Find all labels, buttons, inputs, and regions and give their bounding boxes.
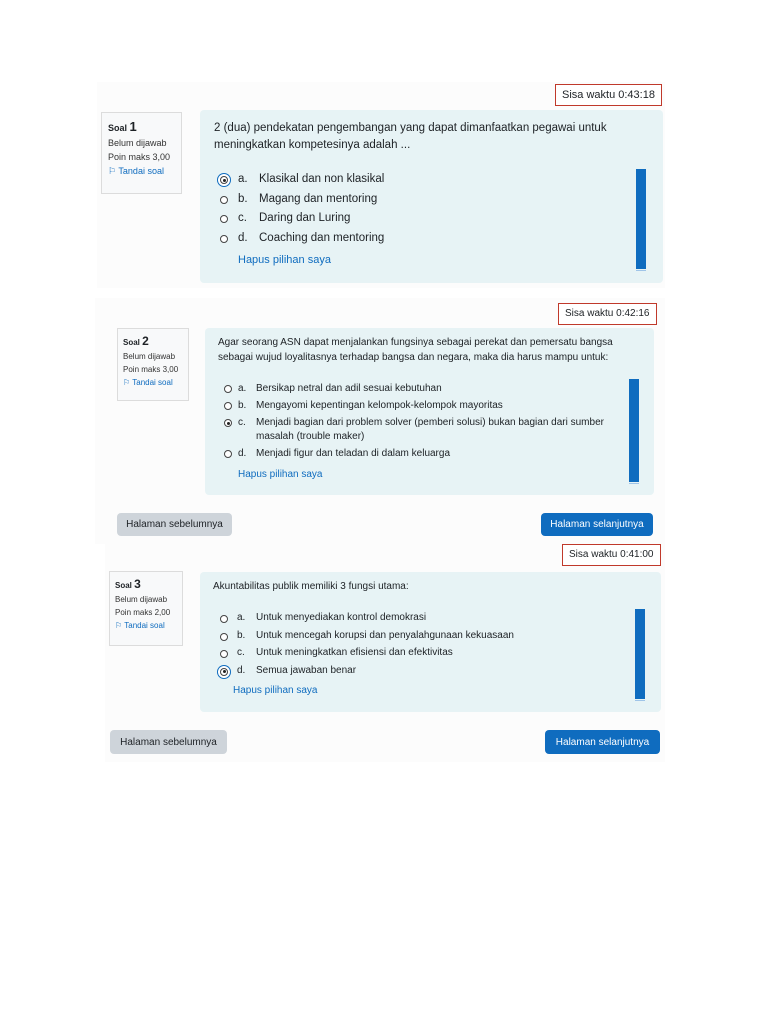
question-1-screenshot (97, 82, 665, 288)
flag-question-link[interactable]: ⚐ Tandai soal (115, 621, 165, 630)
question-info (117, 328, 189, 401)
previous-page-button[interactable]: Halaman sebelumnya (110, 730, 227, 754)
answer-list (220, 612, 620, 682)
radio-button[interactable] (224, 385, 232, 393)
radio-button[interactable] (224, 450, 232, 458)
answer-option-d[interactable]: d. Menjadi figur dan teladan di dalam keluarga (224, 447, 620, 461)
question-text: Agar seorang ASN dapat menjalankan fungsinya sebagai perekat dan pemersatu bangsa sebagai wujud loyalitasnya terhadap bangsa dan negara, maka dia harus mampu untuk: (218, 337, 613, 363)
radio-button[interactable] (224, 402, 232, 410)
flag-question-link[interactable]: ⚐ Tandai soal (108, 166, 164, 176)
question-points: Poin maks 3,00 (108, 152, 171, 162)
radio-button[interactable] (224, 419, 232, 427)
question-number: Soal 3 (115, 577, 141, 591)
radio-button[interactable] (220, 176, 228, 184)
next-page-button[interactable]: Halaman selanjutnya (545, 730, 660, 754)
next-page-button[interactable]: Halaman selanjutnya (541, 513, 653, 536)
scrollbar-thumb[interactable] (636, 169, 646, 269)
answer-option-b[interactable]: b. Mengayomi kepentingan kelompok-kelompok mayoritas (224, 399, 620, 413)
question-content (200, 572, 661, 712)
answer-option-c[interactable]: c. Daring dan Luring (220, 212, 620, 232)
radio-button[interactable] (220, 235, 228, 243)
question-number: Soal 2 (123, 334, 149, 348)
timer: Sisa waktu 0:42:16 (558, 303, 657, 325)
question-text: Akuntabilitas publik memiliki 3 fungsi utama: (213, 581, 409, 592)
radio-button[interactable] (220, 615, 228, 623)
answer-list (224, 382, 620, 461)
clear-choice-link[interactable]: Hapus pilihan saya (238, 469, 323, 480)
question-content (200, 110, 663, 283)
question-points: Poin maks 2,00 (115, 608, 171, 617)
question-info (109, 571, 183, 646)
radio-button[interactable] (220, 215, 228, 223)
flag-icon: ⚐ (108, 166, 117, 176)
clear-choice-link[interactable]: Hapus pilihan saya (238, 254, 331, 266)
question-2-screenshot (95, 298, 665, 544)
question-info (101, 112, 182, 194)
flag-question-link[interactable]: ⚐ Tandai soal (123, 378, 173, 387)
answer-option-b[interactable]: b. Magang dan mentoring (220, 193, 620, 213)
radio-button[interactable] (220, 633, 228, 641)
answer-option-b[interactable]: b. Untuk mencegah korupsi dan penyalahgunaan kekuasaan (220, 630, 620, 648)
answer-option-c[interactable]: c. Menjadi bagian dari problem solver (pemberi solusi) bukan bagian dari sumber masalah (trouble maker) (224, 416, 620, 444)
answer-option-d[interactable]: d. Coaching dan mentoring (220, 232, 620, 252)
radio-button[interactable] (220, 668, 228, 676)
timer: Sisa waktu 0:41:00 (562, 544, 661, 566)
question-content (205, 328, 654, 495)
flag-icon: ⚐ (115, 621, 123, 630)
answer-option-a[interactable]: a. Klasikal dan non klasikal (220, 173, 620, 193)
question-status: Belum dijawab (108, 138, 167, 148)
radio-button[interactable] (220, 196, 228, 204)
question-status: Belum dijawab (115, 595, 168, 604)
question-number: Soal 1 (108, 119, 137, 134)
answer-option-a[interactable]: a. Bersikap netral dan adil sesuai kebutuhan (224, 382, 620, 396)
answer-option-c[interactable]: c. Untuk meningkatkan efisiensi dan efektivitas (220, 647, 620, 665)
answer-option-a[interactable]: a. Untuk menyediakan kontrol demokrasi (220, 612, 620, 630)
question-3-screenshot (105, 544, 665, 762)
answer-option-d[interactable]: d. Semua jawaban benar (220, 665, 620, 683)
question-status: Belum dijawab (123, 352, 176, 361)
question-points: Poin maks 3,00 (123, 365, 179, 374)
answer-list (220, 173, 620, 251)
previous-page-button[interactable]: Halaman sebelumnya (117, 513, 232, 536)
scrollbar-thumb[interactable] (635, 609, 645, 699)
question-text: 2 (dua) pendekatan pengembangan yang dapat dimanfaatkan pegawai untuk meningkatkan kompetesinya adalah ... (214, 122, 607, 151)
radio-button[interactable] (220, 650, 228, 658)
timer: Sisa waktu 0:43:18 (555, 84, 662, 106)
clear-choice-link[interactable]: Hapus pilihan saya (233, 685, 318, 696)
scrollbar-thumb[interactable] (629, 379, 639, 482)
flag-icon: ⚐ (123, 378, 131, 387)
